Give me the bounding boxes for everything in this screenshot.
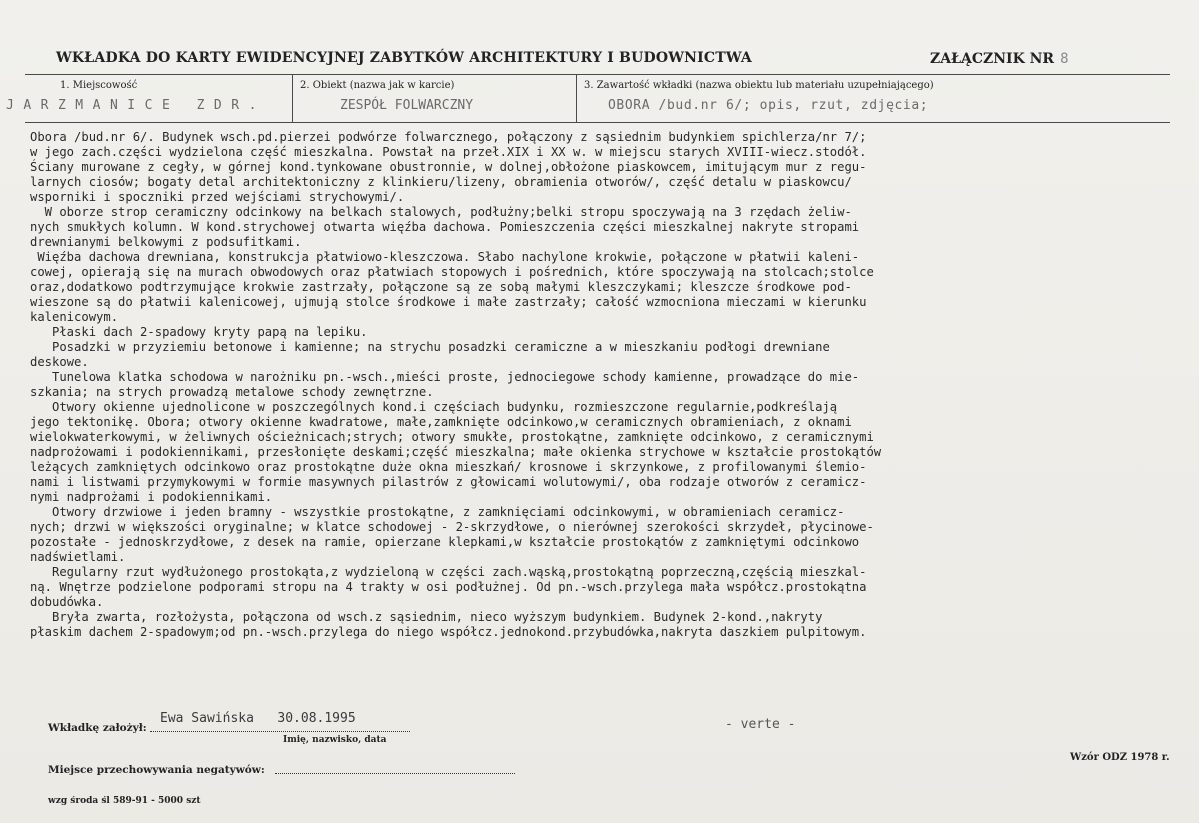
description-line: oraz,dodatkowo podtrzymujące krokwie zastrzały, połączone są ze sobą małymi kleszczykami; kleszcze środkowe pod- (30, 280, 852, 294)
field-divider-2 (576, 74, 577, 122)
description-line: nych smukłych kolumn. W kond.strychowej otwarta więźba dachowa. Pomieszczenia części mieszkalnej nakryte stropami (30, 220, 860, 234)
founded-value: Ewa Sawińska 30.08.1995 (160, 711, 356, 726)
form-model: Wzór ODZ 1978 r. (1070, 752, 1170, 763)
description-line: nych; drzwi w większości oryginalne; w klatce schodowej - 2-skrzydłowe, o nierównej szerokości skrzydeł, płycinowe- (30, 520, 874, 534)
description-line: nymi nadprożami i podokiennikami. (30, 490, 273, 504)
description-line: wielokwaterkowymi, w żeliwnych ościeżnicach;strych; otwory smukłe, prostokątne, zamknięte odcinkowo, z ceramicznymi (30, 430, 874, 444)
print-info: wzg środa śl 589-91 - 5000 szt (48, 796, 201, 806)
description-line: Bryła zwarta, rozłożysta, połączona od wsch.z sąsiednim, nieco wyższym budynkiem. Budynek 2-kond.,nakryty (30, 610, 823, 624)
description-line: Ściany murowane z cegły, w górnej kond.tynkowane obustronnie, w dolnej,obłożone piaskowcem, imitującym mur z regu- (30, 160, 867, 174)
description-line: drewnianymi belkowymi z podsufitkami. (30, 235, 302, 249)
field-object-label: 2. Obiekt (nazwa jak w karcie) (300, 80, 455, 91)
description-line: Płaski dach 2-spadowy kryty papą na lepiku. (30, 325, 368, 339)
description-line: nadświetlami. (30, 550, 126, 564)
description-line: jego tektonikę. Obora; otwory okienne kwadratowe, małe,zamknięte odcinkowo,w ceramicznych obramieniach, z oknami (30, 415, 852, 429)
description-line: pozostałe - jednoskrzydłowe, z desek na ramie, opierzane klepkami,w kształcie prostokątów z zamkniętymi odcinkowo (30, 535, 860, 549)
description-line: Otwory okienne ujednolicone w poszczególnych kond.i częściach budynku, rozmieszczone regularnie,podkreślają (30, 400, 838, 414)
attachment-label: ZAŁĄCZNIK NR (930, 51, 1055, 67)
founded-dotted-line (150, 731, 410, 732)
description-line: nadprożowami i podokiennikami, przesłonięte deskami;część mieszkalna; małe okienka strychowe w kształcie prostokątów (30, 445, 882, 459)
description-line: wieszone są do płatwii kalenicowej, ujmują stolce środkowe i małe zastrzały; całość wzmocniona mieczami w kierunku (30, 295, 867, 309)
field-locality-label: 1. Miejscowość (60, 80, 138, 91)
founded-caption: Imię, nazwisko, data (283, 735, 387, 745)
field-object-value: ZESPÓŁ FOLWARCZNY (340, 98, 474, 113)
description-line: Obora /bud.nr 6/. Budynek wsch.pd.pierzei podwórze folwarcznego, połączony z sąsiednim budynkiem spichlerza/nr 7/; (30, 130, 867, 144)
description-line: wsporniki i spoczniki przed wejściami strychowymi/. (30, 190, 405, 204)
description-line: ną. Wnętrze podzielone podporami stropu na 4 trakty w osi podłużnej. Od pn.-wsch.przylega mała współcz.prostokątna (30, 580, 867, 594)
header-rule-top (25, 74, 1170, 75)
description-line: kalenicowym. (30, 310, 119, 324)
field-contents-label: 3. Zawartość wkładki (nazwa obiektu lub materiału uzupełniającego) (584, 80, 934, 91)
negatives-label: Miejsce przechowywania negatywów: (48, 764, 265, 776)
description-line: Otwory drzwiowe i jeden bramny - wszystkie prostokątne, z zamknięciami odcinkowymi, w obramieniach ceramicz- (30, 505, 845, 519)
description-line: larnych ciosów; bogaty detal architektoniczny z klinkieru/lizeny, obramienia otworów/, część detalu w piaskowcu/ (30, 175, 852, 189)
description-line: dobudówka. (30, 595, 104, 609)
verte-note: - verte - (725, 717, 796, 732)
description-line: Posadzki w przyziemiu betonowe i kamienne; na strychu posadzki ceramiczne a w mieszkaniu podłogi drewniane (30, 340, 830, 354)
description-line: w jego zach.części wydzielona część mieszkalna. Powstał na przeł.XIX i XX w. w miejscu starych XVIII-wiecz.stodół. (30, 145, 867, 159)
attachment-number-value: 8 (1060, 51, 1069, 67)
description-line: deskowe. (30, 355, 89, 369)
negatives-dotted-line (275, 773, 515, 774)
field-divider-1 (292, 74, 293, 122)
description-line: Więźba dachowa drewniana, konstrukcja płatwiowo-kleszczowa. Słabo nachylone krokwie, połączone w płatwii kaleni- (30, 250, 860, 264)
description-line: Tunelowa klatka schodowa w narożniku pn.-wsch.,mieści proste, jednociegowe schody kamienne, prowadzące do mie- (30, 370, 860, 384)
description-line: leżących zamkniętych odcinkowo oraz prostokątne duże okna mieszkań/ krosnowe i skrzynkowe, z profilowanymi ślemio- (30, 460, 867, 474)
description-line: Regularny rzut wydłużonego prostokąta,z wydzieloną w części zach.wąską,prostokątną poprzeczną,częścią mieszkal- (30, 565, 867, 579)
field-contents-value: OBORA /bud.nr 6/; opis, rzut, zdjęcia; (608, 98, 929, 113)
header-rule-bottom (25, 122, 1170, 123)
description-line: W oborze strop ceramiczny odcinkowy na belkach stalowych, podłużny;belki stropu spoczywają na 3 rzędach żeliw- (30, 205, 852, 219)
description-line: płaskim dachem 2-spadowym;od pn.-wsch.przylega do niego współcz.jednokond.przybudówka,nakryta daszkiem pulpitowym. (30, 625, 867, 639)
description-line: cowej, opierają się na murach obwodowych oraz płatwiach stopowych i pośrednich, które spoczywają na stolcach;stolce (30, 265, 874, 279)
description-line: szkania; na strych prowadzą metalowe schody zewnętrzne. (30, 385, 434, 399)
field-locality-value: JARZMANICE ZDR. (6, 98, 266, 113)
attachment-number (930, 51, 1069, 67)
description-text (30, 130, 1180, 640)
form-title: WKŁADKA DO KARTY EWIDENCYJNEJ ZABYTKÓW ARCHITEKTURY I BUDOWNICTWA (56, 50, 752, 66)
description-line: nami i listwami przymykowymi w formie masywnych pilastrów z głowicami wolutowymi/, oba rodzaje otworów z ceramicz- (30, 475, 867, 489)
founded-label: Wkładkę założył: (48, 722, 147, 734)
